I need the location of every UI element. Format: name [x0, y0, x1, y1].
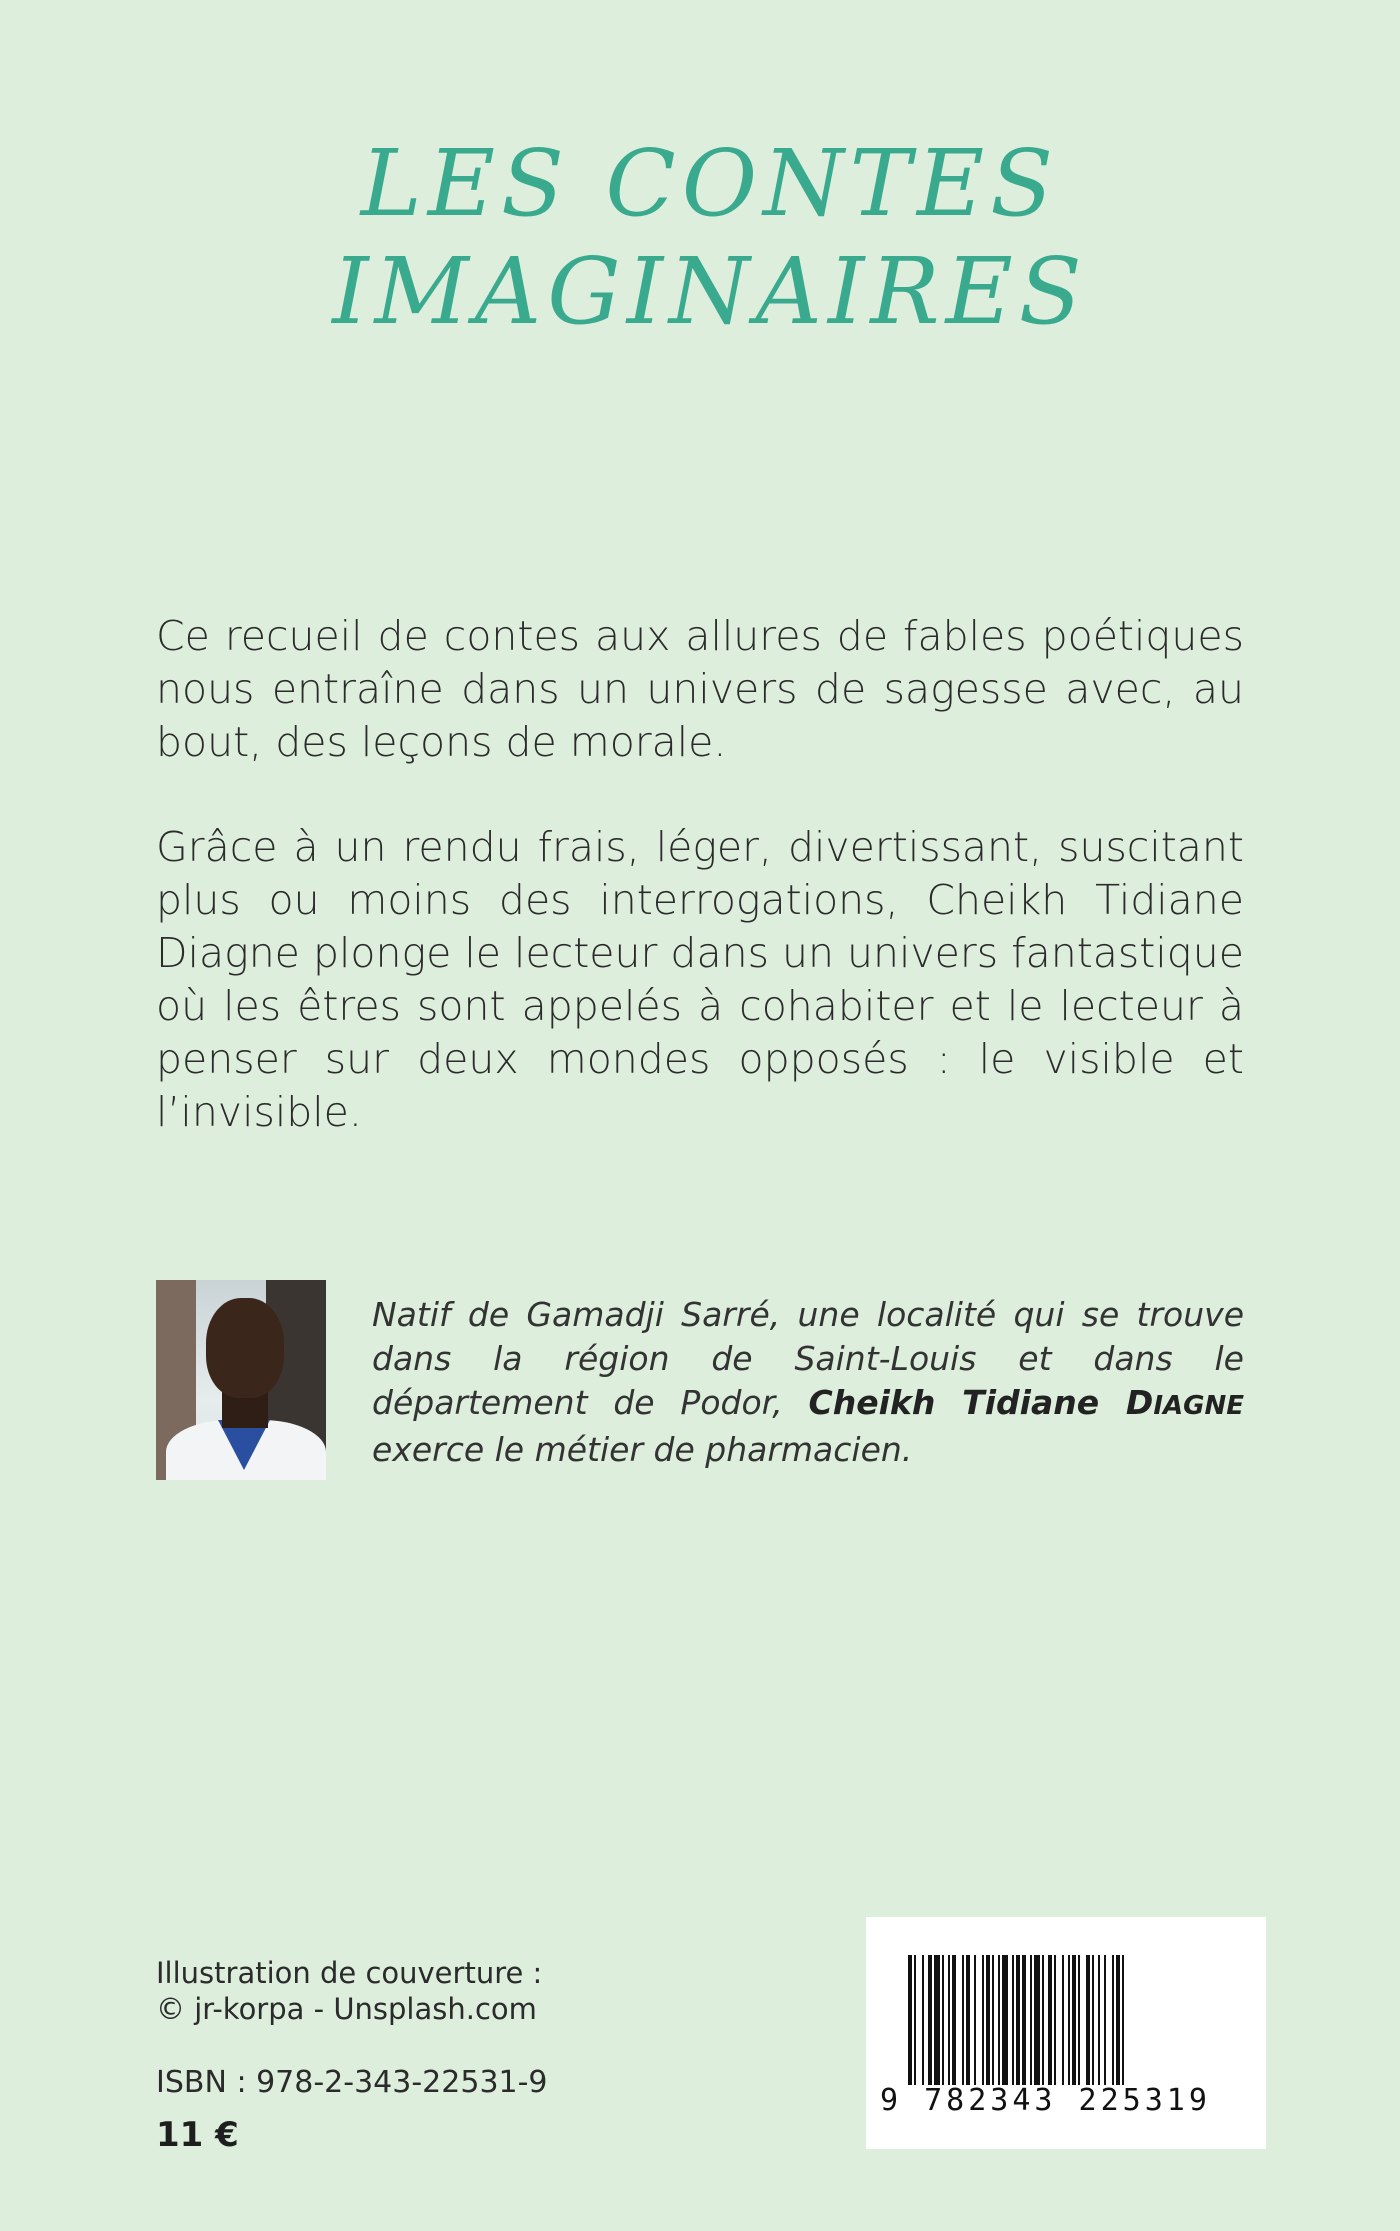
barcode-bar: [952, 1955, 956, 2085]
barcode-bar: [1078, 1955, 1080, 2085]
credits-line-1: Illustration de couverture :: [156, 1956, 543, 1990]
barcode-bar: [1048, 1955, 1052, 2085]
author-name-first: Cheikh Tidiane: [808, 1383, 1126, 1422]
barcode-bar: [962, 1955, 964, 2085]
barcode-bar: [992, 1955, 994, 2085]
barcode-bar: [1112, 1955, 1114, 2085]
barcode-bar: [1116, 1955, 1120, 2085]
barcode-bar: [1054, 1955, 1056, 2085]
barcode-bar: [934, 1955, 940, 2085]
author-bio-text-after: exerce le métier de pharmacien.: [372, 1430, 913, 1469]
barcode-digits: 9 782343 225319: [880, 2083, 1211, 2118]
barcode-bar: [1016, 1955, 1020, 2085]
barcode-bar: [1062, 1955, 1064, 2085]
barcode: [866, 1917, 1266, 2149]
barcode-bar: [908, 1955, 912, 2085]
barcode-bar: [1092, 1955, 1094, 2085]
price: 11 €: [156, 2115, 239, 2155]
author-name-rest: IAGNE: [1153, 1391, 1244, 1421]
summary-paragraph-1: Ce recueil de contes aux allures de fables poétiques nous entraîne dans un univers de sagesse avec, au bout, des leçons de morale.: [156, 612, 1244, 766]
barcode-bar: [1086, 1955, 1090, 2085]
barcode-bar: [942, 1955, 944, 2085]
barcode-bars: [908, 1955, 1224, 2085]
barcode-bar: [1034, 1955, 1040, 2085]
barcode-bar: [1068, 1955, 1070, 2085]
barcode-bar: [1002, 1955, 1008, 2085]
summary-paragraph-2: Grâce à un rendu frais, léger, divertissant, suscitant plus ou moins des interrogations, Cheikh Tidiane Diagne plonge le lecteur dans un univers fantastique où les êtres sont appelés à cohabiter et le lecteur à penser sur deux mondes opposés : le visible et l’invisible.: [156, 823, 1244, 1136]
book-title-line2: IMAGINAIRES: [332, 238, 1088, 345]
barcode-bar: [1122, 1955, 1124, 2085]
barcode-bar: [948, 1955, 950, 2085]
barcode-bar: [914, 1955, 916, 2085]
barcode-bar: [922, 1955, 924, 2085]
barcode-bar: [986, 1955, 990, 2085]
author-bio-text-before: Natif de Gamadji Sarré, une localité qui se trouve dans la région de Saint-Louis et dans le département de Podor,: [372, 1295, 1244, 1422]
author-name-initial: D: [1125, 1383, 1154, 1422]
book-title: [0, 130, 1400, 346]
author-bio: [372, 1293, 1244, 1472]
barcode-bar: [1098, 1955, 1100, 2085]
barcode-bar: [966, 1955, 970, 2085]
barcode-bar: [998, 1955, 1000, 2085]
isbn: ISBN : 978-2-343-22531-9: [156, 2065, 548, 2100]
barcode-bar: [1030, 1955, 1032, 2085]
author-photo: [156, 1280, 326, 1480]
credits-line-2: © jr-korpa - Unsplash.com: [156, 1992, 537, 2026]
illustration-credits: [156, 1955, 542, 2027]
barcode-bar: [1042, 1955, 1044, 2085]
barcode-bar: [982, 1955, 984, 2085]
barcode-bar: [1104, 1955, 1106, 2085]
author-name: [809, 1383, 1244, 1422]
barcode-bar: [1022, 1955, 1026, 2085]
barcode-bar: [1012, 1955, 1014, 2085]
barcode-bar: [974, 1955, 976, 2085]
barcode-bar: [1072, 1955, 1076, 2085]
barcode-bar: [928, 1955, 932, 2085]
book-title-line1: LES CONTES: [360, 130, 1060, 237]
book-summary: [156, 610, 1244, 1191]
